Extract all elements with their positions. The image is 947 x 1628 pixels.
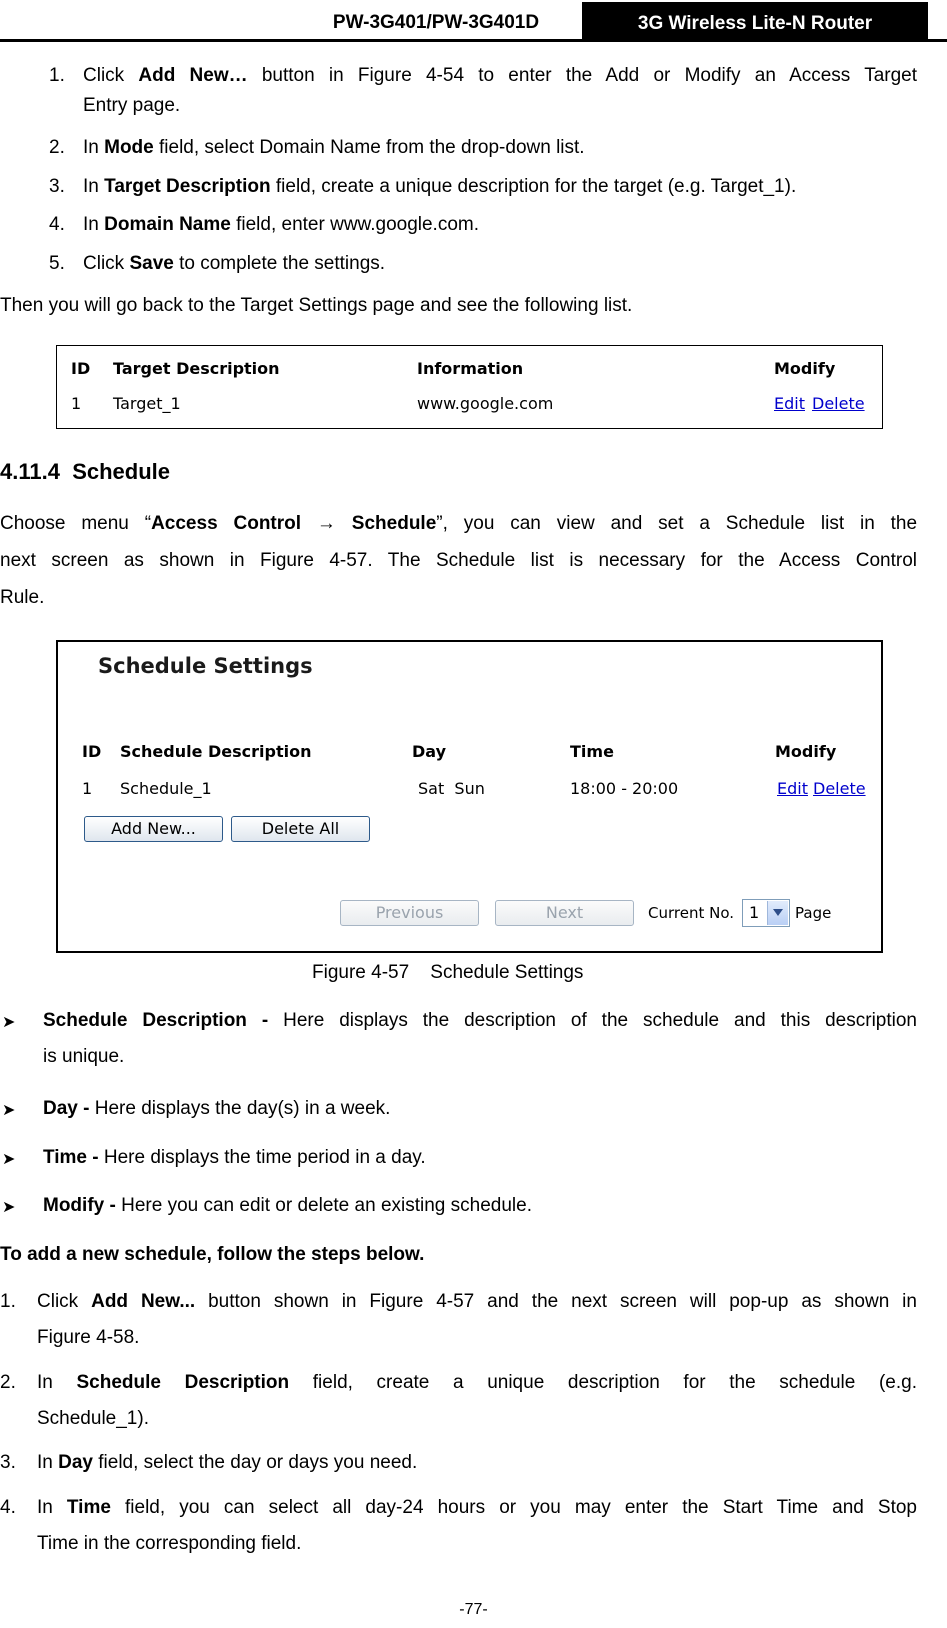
page-label: Page bbox=[795, 904, 832, 922]
edit-link[interactable]: Edit bbox=[777, 779, 808, 798]
cell-information: www.google.com bbox=[417, 394, 554, 413]
col-header-id: ID bbox=[71, 359, 91, 378]
bullet-text: Day - Here displays the day(s) in a week. bbox=[43, 1098, 391, 1119]
step-number: 1. bbox=[0, 1291, 16, 1312]
col-header-time: Time bbox=[570, 742, 614, 761]
cell-id: 1 bbox=[71, 394, 82, 413]
step-text: In Time field, you can select all day-24 hours or you may enter the Start Time and Stop bbox=[37, 1497, 917, 1518]
step-text-cont: Figure 4-58. bbox=[37, 1327, 140, 1348]
arrow-bullet-icon: ➤ bbox=[2, 1199, 16, 1216]
bullet-text: Schedule Description - Here displays the description of the schedule and this description bbox=[43, 1010, 918, 1031]
step-text: In Target Description field, create a unique description for the target (e.g. Target_1). bbox=[83, 176, 797, 197]
step-number: 3. bbox=[0, 1452, 16, 1473]
step-text: In Domain Name field, enter www.google.com. bbox=[83, 214, 480, 235]
cell-time: 18:00 - 20:00 bbox=[570, 779, 679, 798]
current-page-select[interactable] bbox=[742, 899, 790, 927]
target-list-screenshot bbox=[56, 345, 883, 429]
section-heading: 4.11.4 Schedule bbox=[0, 459, 170, 484]
arrow-bullet-icon: ➤ bbox=[2, 1151, 16, 1168]
cell-schedule-description: Schedule_1 bbox=[120, 779, 212, 798]
col-header-id: ID bbox=[82, 742, 102, 761]
step-text: Click Save to complete the settings. bbox=[83, 253, 386, 274]
step-number: 4. bbox=[49, 214, 65, 235]
step-number: 1. bbox=[49, 65, 65, 86]
paragraph: Then you will go back to the Target Settings page and see the following list. bbox=[0, 295, 633, 316]
header-model: PW-3G401/PW-3G401D bbox=[332, 12, 540, 33]
col-header-modify: Modify bbox=[775, 742, 837, 761]
bullet-text-cont: is unique. bbox=[43, 1046, 125, 1067]
current-page-value: 1 bbox=[749, 903, 760, 922]
step-number: 5. bbox=[49, 253, 65, 274]
col-header-schedule-description: Schedule Description bbox=[120, 742, 312, 761]
step-text: Click Add New... button shown in Figure 4-57 and the next screen will pop-up as shown in bbox=[37, 1291, 917, 1312]
chevron-down-icon bbox=[767, 901, 788, 925]
col-header-target-description: Target Description bbox=[113, 359, 280, 378]
step-text: In Schedule Description field, create a unique description for the schedule (e.g. bbox=[37, 1372, 918, 1393]
cell-target-description: Target_1 bbox=[113, 394, 181, 413]
step-text-cont: Schedule_1). bbox=[37, 1408, 149, 1429]
step-number: 2. bbox=[49, 137, 65, 158]
col-header-day: Day bbox=[412, 742, 447, 761]
step-text: Click Add New… button in Figure 4-54 to enter the Add or Modify an Access Target bbox=[83, 65, 917, 86]
header-product: 3G Wireless Lite-N Router bbox=[582, 2, 928, 40]
delete-all-button[interactable]: Delete All bbox=[231, 816, 370, 842]
figure-caption: Figure 4-57 Schedule Settings bbox=[312, 962, 584, 983]
steps-heading: To add a new schedule, follow the steps below. bbox=[0, 1244, 425, 1265]
page-number: -77- bbox=[459, 1601, 488, 1618]
step-number: 4. bbox=[0, 1497, 16, 1518]
step-number: 3. bbox=[49, 176, 65, 197]
intro-line-1: Choose menu “Access Control → Schedule”, you can view and set a Schedule list in the bbox=[0, 513, 918, 534]
step-text: In Mode field, select Domain Name from the drop-down list. bbox=[83, 137, 585, 158]
bullet-text: Modify - Here you can edit or delete an existing schedule. bbox=[43, 1195, 532, 1216]
arrow-bullet-icon: ➤ bbox=[2, 1014, 16, 1031]
add-new-button[interactable]: Add New... bbox=[84, 816, 223, 842]
next-button[interactable]: Next bbox=[495, 900, 634, 926]
current-no-label: Current No. bbox=[648, 904, 735, 922]
step-number: 2. bbox=[0, 1372, 16, 1393]
schedule-settings-title: Schedule Settings bbox=[98, 654, 313, 678]
edit-link[interactable]: Edit bbox=[774, 394, 805, 413]
intro-line-3: Rule. bbox=[0, 587, 45, 608]
cell-day: Sat Sun bbox=[418, 779, 485, 798]
col-header-information: Information bbox=[417, 359, 524, 378]
previous-button[interactable]: Previous bbox=[340, 900, 479, 926]
schedule-settings-screenshot bbox=[56, 640, 883, 953]
delete-link[interactable]: Delete bbox=[812, 394, 865, 413]
delete-link[interactable]: Delete bbox=[813, 779, 866, 798]
step-text-cont: Time in the corresponding field. bbox=[37, 1533, 302, 1554]
intro-line-2: next screen as shown in Figure 4-57. The Schedule list is necessary for the Access Control bbox=[0, 550, 917, 571]
cell-id: 1 bbox=[82, 779, 93, 798]
step-text: In Day field, select the day or days you need. bbox=[37, 1452, 418, 1473]
step-text-cont: Entry page. bbox=[83, 95, 181, 116]
col-header-modify: Modify bbox=[774, 359, 836, 378]
arrow-bullet-icon: ➤ bbox=[2, 1102, 16, 1119]
header-rule bbox=[0, 39, 947, 42]
bullet-text: Time - Here displays the time period in a day. bbox=[43, 1147, 426, 1168]
